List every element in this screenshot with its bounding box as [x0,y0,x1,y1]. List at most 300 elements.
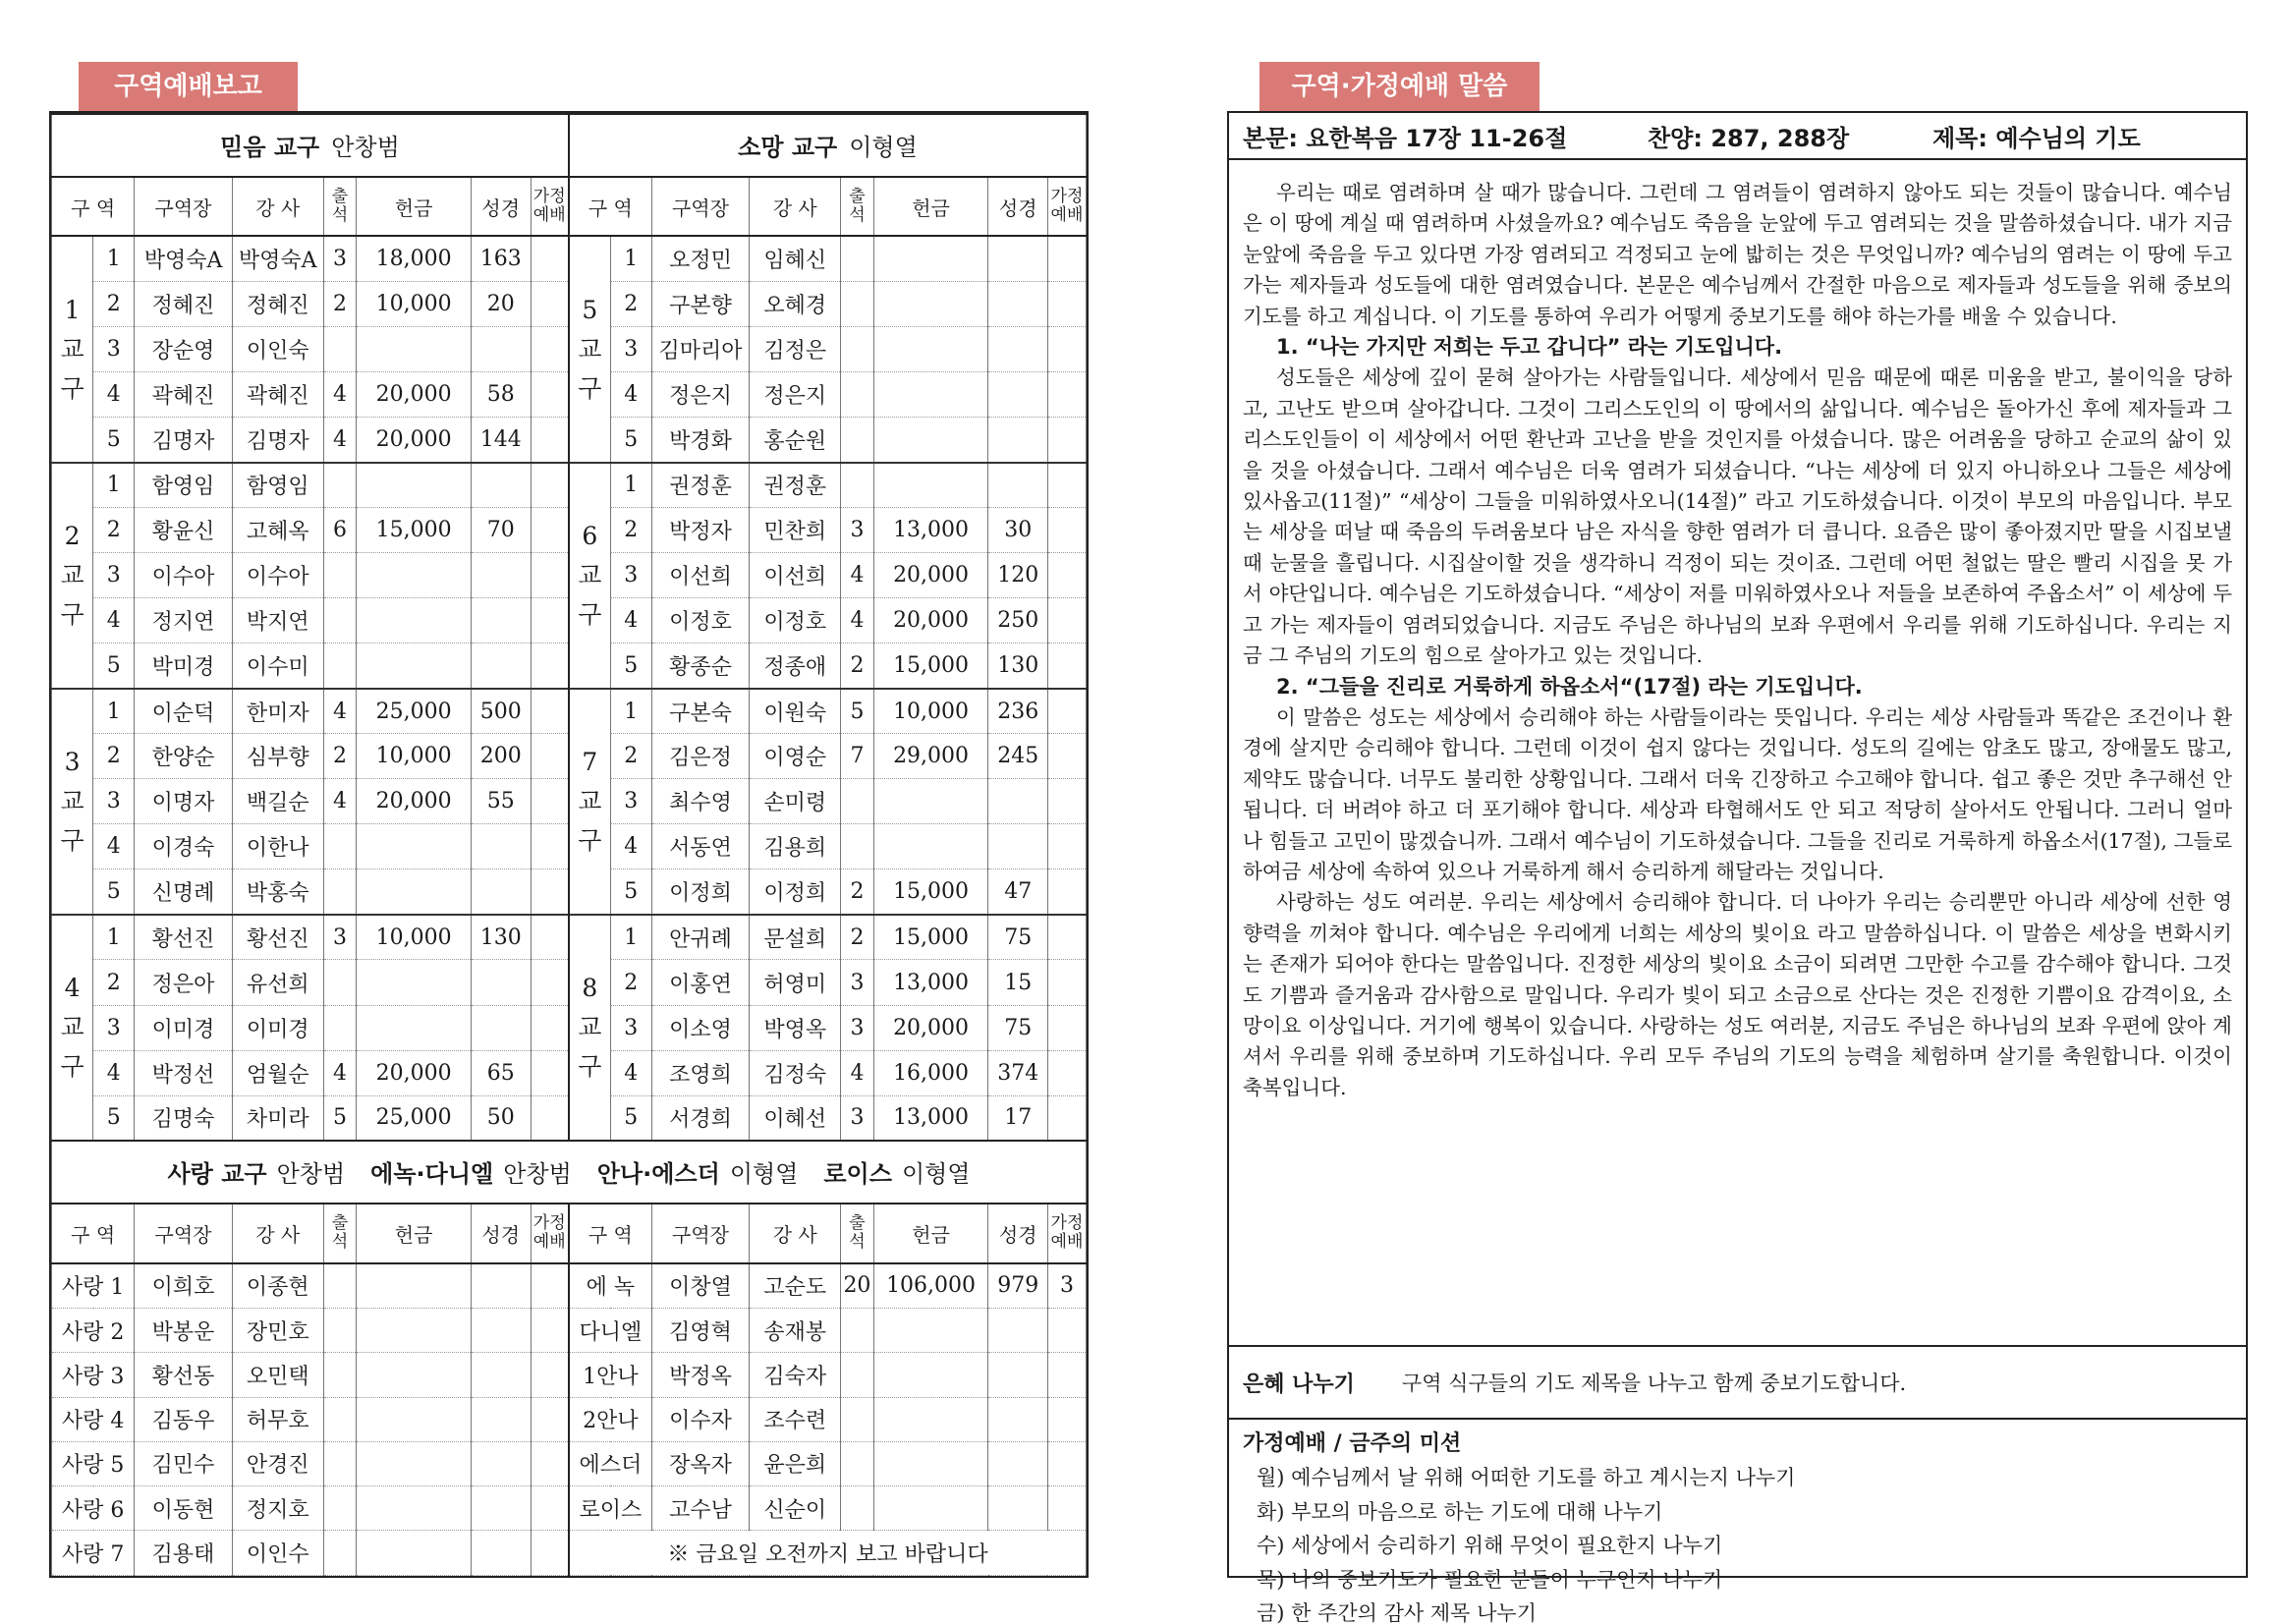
table-row [52,1486,1087,1531]
cell-att [841,1353,874,1397]
cell-fam [531,869,569,915]
cell-off [357,1441,472,1485]
cell-head: 이정희 [651,869,749,915]
cell-lecturer: 박지연 [232,598,323,644]
cell-fam [1047,418,1086,463]
cell-bible [471,463,531,508]
row-number: 3 [93,779,135,824]
cell-head: 한양순 [135,734,232,779]
cell-off: 15,000 [873,915,988,960]
cell-fam [531,1486,569,1531]
cell-lecturer: 한미자 [232,689,323,734]
sermon-paragraph: 우리는 때로 염려하며 살 때가 많습니다. 그런데 그 염려들이 염려하지 않아도 되는 것들이 많습니다. 예수님은 이 땅에 계실 때 염려하며 사셨을까요? 예수님도 죽음을 눈앞에 두고 염려되는 것을 말씀하셨습니다. 내가 지금 눈앞에 죽음을 두고 있다면 가장 염려되고 걱정되고 눈에 밟히는 것은 무엇입니까? 예수님의 염려는 이 땅에 두고 가는 제자들과 성도들에 대한 염려였습니다. 본문은 예수님께서 간절한 마음으로 제자들과 성도들을 위해 중보의 기도를 하고 계십니다. 이 기도를 통하여 우리가 어떻게 중보기도를 해야 하는가를 배울 수 있습니다. [1243,181,2232,328]
table-row [52,1309,1087,1353]
column-header: 구 역 [52,1204,135,1263]
cell-lecturer: 임혜신 [750,236,841,281]
cell-head: 이홍연 [651,960,749,1005]
cell-head: 권정훈 [651,463,749,508]
cell-lecturer: 고순도 [750,1263,841,1309]
cell-area: 2안나 [569,1397,651,1441]
row-number: 2 [610,960,651,1005]
cell-att: 3 [841,960,874,1005]
cell-lecturer: 이영순 [750,734,841,779]
cell-off: 18,000 [357,236,472,281]
cell-head: 이선희 [651,553,749,598]
table-row [52,915,1087,960]
mission-title: 가정예배 / 금주의 미션 [1243,1431,1462,1456]
grace-sharing [1229,1347,2246,1420]
cell-bible [471,598,531,644]
column-header: 강 사 [750,177,841,237]
cell-lecturer: 민찬희 [750,508,841,553]
cell-off [357,1005,472,1050]
parish-leader: 이형열 [901,1160,971,1189]
row-number: 5 [93,1095,135,1141]
row-number: 3 [93,327,135,372]
cell-att [841,236,874,281]
cell-off: 13,000 [873,960,988,1005]
cell-off [873,236,988,281]
cell-lecturer: 김용희 [750,824,841,869]
cell-fam [1047,508,1086,553]
parish-group-label [52,689,93,915]
parish-group-label [569,689,610,915]
column-header: 출석 [841,1204,874,1263]
cell-fam [1047,915,1086,960]
group-label-char: 4 [64,974,81,1003]
cell-bible [988,418,1048,463]
grace-label: 은혜 나누기 [1243,1372,1355,1397]
cell-off [357,1263,472,1309]
column-header: 헌금 [873,177,988,237]
cell-fam [531,960,569,1005]
cell-lecturer: 이수아 [232,553,323,598]
column-header-row [52,1204,1087,1263]
cell-lecturer: 문설희 [750,915,841,960]
table-row [52,1441,1087,1485]
cell-fam [1047,689,1086,734]
group-label-char: 구 [578,825,602,855]
cell-att [841,327,874,372]
cell-off: 106,000 [873,1263,988,1309]
cell-head: 구본향 [651,282,749,327]
cell-lecturer: 이원숙 [750,689,841,734]
group-label-char: 7 [582,747,598,776]
report-table [51,113,1087,1576]
cell-area: 사랑 6 [52,1486,135,1531]
column-header: 구 역 [569,1204,651,1263]
column-header: 가정예배 [1047,177,1086,237]
cell-head: 이수자 [651,1397,749,1441]
cell-head: 이소영 [651,1005,749,1050]
cell-off [357,463,472,508]
cell-bible [471,644,531,689]
cell-lecturer: 함영임 [232,463,323,508]
cell-off [873,1441,988,1485]
cell-fam [1047,282,1086,327]
parish-name: 로이스 [823,1160,892,1189]
column-header: 출석 [323,1204,357,1263]
cell-head: 이동현 [135,1486,232,1531]
cell-att [841,824,874,869]
cell-fam [1047,644,1086,689]
cell-off: 10,000 [357,734,472,779]
parish-name: 안나·에스더 [596,1160,720,1189]
column-header: 가정예배 [531,1204,569,1263]
sermon-panel [1227,111,2248,1624]
parish-header-bottom [52,1141,1087,1204]
cell-head: 박봉운 [135,1309,232,1353]
cell-bible [988,282,1048,327]
cell-off: 20,000 [357,372,472,418]
cell-head: 박미경 [135,644,232,689]
cell-att: 2 [841,915,874,960]
cell-att: 4 [323,689,357,734]
cell-bible [471,824,531,869]
column-header: 성경 [988,1204,1048,1263]
sermon-hymn: 찬양: 287, 288장 [1648,124,1850,152]
cell-att [323,869,357,915]
parish-group-label [52,463,93,689]
cell-att: 3 [323,915,357,960]
cell-off: 29,000 [873,734,988,779]
row-number: 1 [93,915,135,960]
cell-fam [531,1263,569,1309]
column-header: 가정예배 [1047,1204,1086,1263]
cell-area: 사랑 3 [52,1353,135,1397]
cell-att [323,1531,357,1576]
cell-bible: 163 [471,236,531,281]
parish-group-label [569,915,610,1141]
cell-fam: 3 [1047,1263,1086,1309]
cell-fam [531,418,569,463]
cell-att [323,644,357,689]
parish-header-row [52,114,1087,177]
cell-fam [1047,869,1086,915]
cell-att: 4 [323,372,357,418]
cell-att [323,1309,357,1353]
group-label-char: 구 [60,373,84,403]
sermon-header [1229,113,2246,160]
cell-att: 4 [323,1050,357,1095]
cell-lecturer: 김명자 [232,418,323,463]
cell-off [357,598,472,644]
cell-head: 장옥자 [651,1441,749,1485]
grace-text: 구역 식구들의 기도 제목을 나누고 함께 중보기도합니다. [1401,1372,1907,1395]
cell-att: 4 [841,1050,874,1095]
row-number: 2 [610,734,651,779]
mission-item: 목) 나의 중보기도가 필요한 분들이 누구인지 나누기 [1257,1567,1723,1592]
cell-head: 이수아 [135,553,232,598]
cell-att: 3 [841,1005,874,1050]
cell-off [357,1486,472,1531]
sermon-section-tag: 구역·가정예배 말씀 [1259,62,1539,111]
column-header: 출석 [841,177,874,237]
parish-name: 사랑 교구 [167,1160,267,1189]
cell-off [357,553,472,598]
sermon-passage: 본문: 요한복음 17장 11-26절 [1243,124,1568,152]
cell-lecturer: 권정훈 [750,463,841,508]
cell-lecturer: 이인수 [232,1531,323,1576]
row-number: 5 [610,644,651,689]
row-number: 2 [93,960,135,1005]
parish-header-left [52,114,569,177]
cell-off [357,869,472,915]
cell-fam [531,1309,569,1353]
cell-fam [1047,1309,1086,1353]
parish-group-label [569,236,610,462]
row-number: 5 [93,644,135,689]
cell-bible: 55 [471,779,531,824]
cell-head: 김명숙 [135,1095,232,1141]
cell-fam [1047,553,1086,598]
cell-bible: 65 [471,1050,531,1095]
column-header: 구 역 [569,177,651,237]
cell-bible [471,1486,531,1531]
cell-area: 로이스 [569,1486,651,1531]
cell-fam [531,1441,569,1485]
group-label-char: 구 [578,1052,602,1082]
cell-off [873,327,988,372]
cell-off [873,779,988,824]
cell-fam [1047,1050,1086,1095]
row-number: 3 [93,553,135,598]
cell-lecturer: 고혜옥 [232,508,323,553]
cell-lecturer: 이정희 [750,869,841,915]
cell-lecturer: 정혜진 [232,282,323,327]
row-number: 3 [610,779,651,824]
cell-fam [531,508,569,553]
group-label-char: 구 [578,373,602,403]
column-header: 구 역 [52,177,135,237]
cell-att [841,463,874,508]
cell-bible [988,1486,1048,1531]
cell-off [873,1353,988,1397]
cell-area: 사랑 7 [52,1531,135,1576]
group-label-char: 2 [64,521,81,550]
cell-lecturer: 오혜경 [750,282,841,327]
cell-lecturer: 이미경 [232,1005,323,1050]
cell-bible [988,372,1048,418]
cell-bible [471,327,531,372]
cell-lecturer: 차미라 [232,1095,323,1141]
group-label-char: 3 [64,747,81,776]
cell-att [841,372,874,418]
table-row [52,1263,1087,1309]
cell-fam [1047,598,1086,644]
row-number: 3 [610,1005,651,1050]
cell-area: 다니엘 [569,1309,651,1353]
row-number: 2 [610,282,651,327]
cell-bible [471,960,531,1005]
column-header: 성경 [988,177,1048,237]
cell-att: 2 [323,282,357,327]
cell-area: 1안나 [569,1353,651,1397]
row-number: 5 [93,418,135,463]
column-header: 성경 [471,1204,531,1263]
cell-att [323,1397,357,1441]
mission-item: 월) 예수님께서 날 위해 어떠한 기도를 하고 계시는지 나누기 [1257,1466,1796,1489]
cell-off [873,463,988,508]
cell-off [357,1531,472,1576]
cell-bible: 30 [988,508,1048,553]
cell-fam [1047,327,1086,372]
group-label-char: 교 [578,560,602,589]
cell-head: 이경숙 [135,824,232,869]
row-number: 3 [610,553,651,598]
cell-fam [531,463,569,508]
mission-list [1243,1461,2232,1624]
cell-lecturer: 박홍숙 [232,869,323,915]
cell-bible: 70 [471,508,531,553]
row-number: 5 [610,418,651,463]
cell-off [357,327,472,372]
cell-bible: 17 [988,1095,1048,1141]
cell-off: 10,000 [873,689,988,734]
cell-head: 박영숙A [135,236,232,281]
cell-off: 25,000 [357,689,472,734]
cell-head: 정혜진 [135,282,232,327]
cell-bible [471,1531,531,1576]
cell-att [323,1005,357,1050]
parish-group-label [52,236,93,462]
cell-head: 황선진 [135,915,232,960]
cell-lecturer: 송재봉 [750,1309,841,1353]
column-header: 헌금 [357,1204,472,1263]
cell-head: 김용태 [135,1531,232,1576]
cell-fam [531,1005,569,1050]
cell-bible [471,1005,531,1050]
cell-off: 20,000 [873,553,988,598]
row-number: 1 [610,689,651,734]
sermon-paragraph: 사랑하는 성도 여러분. 우리는 세상에서 승리해야 합니다. 더 나아가 우리는 승리뿐만 아니라 세상에 선한 영향력을 끼쳐야 합니다. 예수님은 우리에게 너희는 세상의 빛이요 라고 말씀하십니다. 이 말씀은 세상을 변화시키는 존재가 되어야 한다는 말씀입니다. 진정한 세상의 빛이요 소금이 되려면 그만한 수고를 감수해야 합니다. 그것도 기쁨과 즐거움과 감사함으로 말입니다. 우리가 빛이 되고 소금으로 산다는 것은 진정한 기쁨이요 감격이요, 소망이요 이상입니다. 거기에 행복이 있습니다. 사랑하는 성도 여러분, 지금도 주님은 하나님의 보좌 우편에 앉아 계셔서 우리를 위해 중보하며 기도하십니다. 우리 모두 주님의 기도의 능력을 체험하며 살기를 축원합니다. 이것이 축복입니다. [1243,890,2232,1099]
cell-bible: 50 [471,1095,531,1141]
row-number: 4 [93,1050,135,1095]
cell-lecturer: 엄월순 [232,1050,323,1095]
cell-fam [1047,463,1086,508]
cell-head: 이창열 [651,1263,749,1309]
cell-fam [531,644,569,689]
cell-fam [531,327,569,372]
row-number: 2 [93,508,135,553]
sermon-paragraph: 성도들은 세상에 깊이 묻혀 살아가는 사람들입니다. 세상에서 믿음 때문에 때론 미움을 받고, 불이익을 당하고, 고난도 받으며 살아갑니다. 그것이 그리스도인의 이 땅에서의 삶입니다. 예수님은 돌아가신 후에 제자들과 그리스도인들이 이 세상에서 어떤 환난과 고난을 받을 것인지를 아셨습니다. 많은 어려움을 당하고 순교의 삶이 있을 것을 아셨습니다. 그래서 예수님은 더욱 염려가 되셨습니다. “나는 세상에 더 있지 아니하오나 그들은 세상에 있사옵고(11절)” “세상이 그들을 미워하였사오니(14절)” 라고 기도하셨습니다. 이것이 부모의 마음입니다. 부모는 세상을 떠날 때 죽음의 두려움보다 남은 자식을 향한 염려가 더 큽니다. 요즘은 많이 좋아졌지만 딸을 시집보낼 때 눈물을 흘립니다. 시집살이할 것을 생각하니 걱정이 되는 것이죠. 그런데 어떤 철없는 딸은 빨리 시집을 못 가서 야단입니다. 예수님은 기도하셨습니다. “세상이 저를 미워하였사오나 저들을 보존하여 주옵소서” 이 세상에 두고 가는 제자들이 염려되었습니다. 지금도 주님은 하나님의 보좌 우편에서 우리를 위해 기도하십니다. 우리는 지금 그 주님의 기도의 힘으로 살아가고 있는 것입니다. [1243,365,2232,668]
cell-bible [471,1397,531,1441]
column-header: 구역장 [135,177,232,237]
cell-bible: 200 [471,734,531,779]
cell-area: 사랑 4 [52,1397,135,1441]
cell-bible: 979 [988,1263,1048,1309]
cell-off [873,1397,988,1441]
column-header: 구역장 [651,1204,749,1263]
row-number: 4 [610,824,651,869]
cell-fam [1047,1005,1086,1050]
cell-head: 조영희 [651,1050,749,1095]
cell-att [323,598,357,644]
cell-bible [988,1353,1048,1397]
row-number: 2 [93,282,135,327]
cell-lecturer: 이수미 [232,644,323,689]
cell-lecturer: 신순이 [750,1486,841,1531]
row-number: 2 [610,508,651,553]
row-number: 5 [610,869,651,915]
cell-bible: 130 [471,915,531,960]
cell-head: 최수영 [651,779,749,824]
cell-bible: 47 [988,869,1048,915]
cell-fam [1047,734,1086,779]
column-header: 가정예배 [531,177,569,237]
cell-att: 3 [841,1095,874,1141]
cell-head: 안귀례 [651,915,749,960]
cell-off: 20,000 [873,1005,988,1050]
cell-head: 이미경 [135,1005,232,1050]
cell-head: 황윤신 [135,508,232,553]
cell-att: 5 [323,1095,357,1141]
cell-lecturer: 심부향 [232,734,323,779]
parish-leader: 이형열 [729,1160,799,1189]
cell-bible [988,1397,1048,1441]
cell-lecturer: 허영미 [750,960,841,1005]
cell-bible [471,1353,531,1397]
cell-lecturer: 윤은희 [750,1441,841,1485]
group-label-char: 구 [578,599,602,629]
cell-head: 김동우 [135,1397,232,1441]
mission-item: 화) 부모의 마음으로 하는 기도에 대해 나누기 [1257,1499,1663,1524]
cell-head: 박경화 [651,418,749,463]
parish-header-right [569,114,1087,177]
cell-att: 4 [323,779,357,824]
cell-bible [988,463,1048,508]
cell-lecturer: 박영숙A [232,236,323,281]
cell-area: 에스더 [569,1441,651,1485]
group-label-char: 구 [60,599,84,629]
cell-bible: 245 [988,734,1048,779]
cell-bible: 500 [471,689,531,734]
row-number: 1 [93,689,135,734]
cell-lecturer: 김정은 [750,327,841,372]
column-header: 강 사 [232,177,323,237]
cell-head: 이순덕 [135,689,232,734]
group-label-char: 구 [60,825,84,855]
cell-off [873,282,988,327]
group-label-char: 교 [578,334,602,364]
cell-off: 10,000 [357,915,472,960]
cell-lecturer: 이혜선 [750,1095,841,1141]
cell-off [873,418,988,463]
cell-off: 15,000 [357,508,472,553]
cell-head: 오정민 [651,236,749,281]
cell-fam [1047,960,1086,1005]
cell-att [323,327,357,372]
table-row [52,1531,1087,1576]
cell-bible: 75 [988,915,1048,960]
cell-lecturer: 박영옥 [750,1005,841,1050]
cell-att: 2 [323,734,357,779]
report-section-tag: 구역예배보고 [79,62,298,111]
cell-lecturer: 손미령 [750,779,841,824]
cell-att [841,779,874,824]
cell-lecturer: 안경진 [232,1441,323,1485]
cell-off [873,1309,988,1353]
cell-lecturer: 이인숙 [232,327,323,372]
cell-fam [1047,779,1086,824]
cell-fam [531,689,569,734]
cell-att [841,282,874,327]
parish-name: 소망 교구 [738,134,838,162]
cell-lecturer: 정은지 [750,372,841,418]
cell-head: 김은정 [651,734,749,779]
row-number: 2 [93,734,135,779]
cell-off [357,1397,472,1441]
